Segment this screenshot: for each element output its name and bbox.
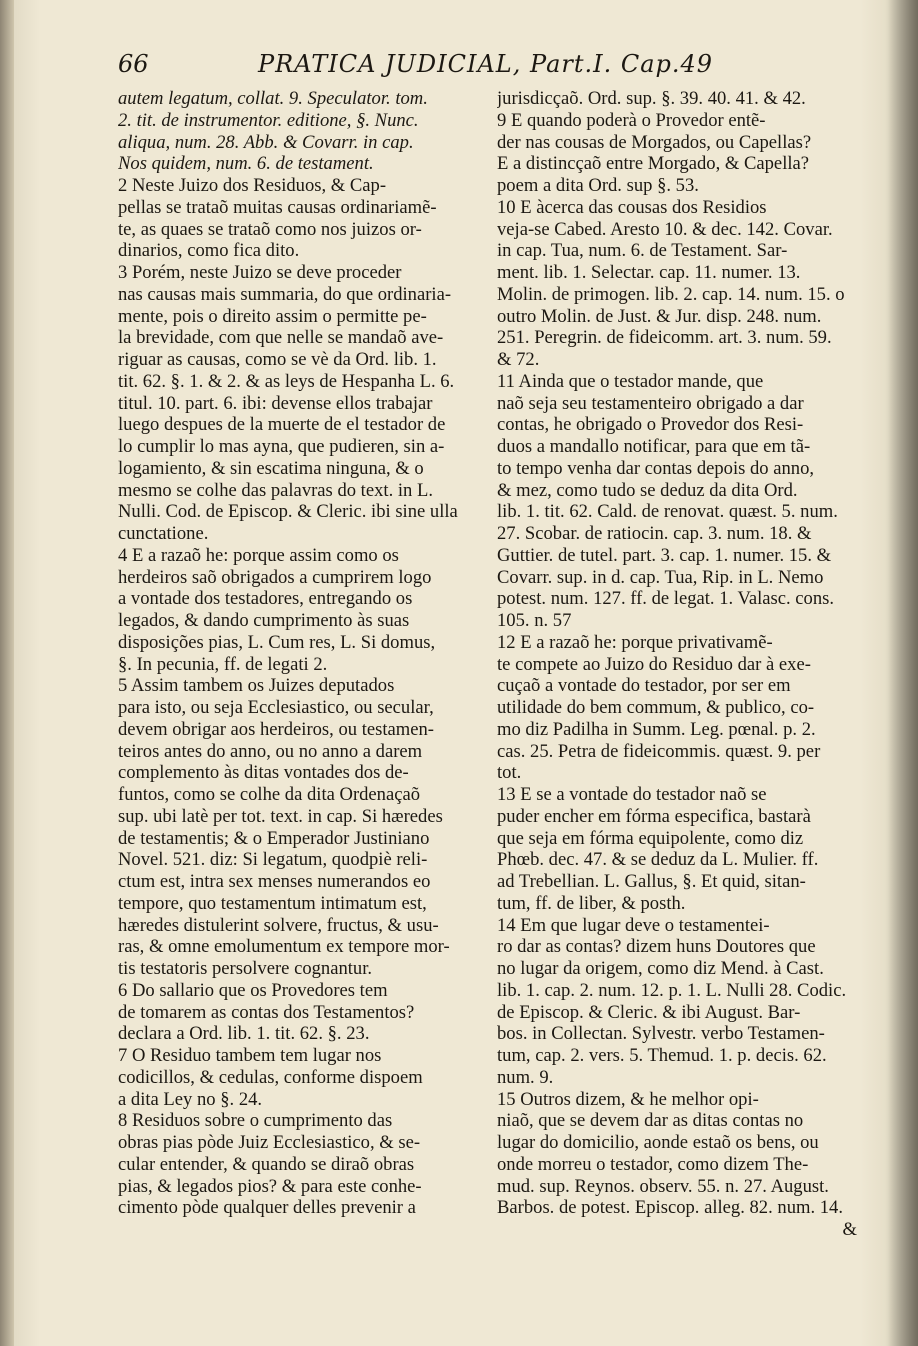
text-line: riguar as causas, como se vè da Ord. lib. 1. (118, 349, 437, 370)
paragraph (497, 784, 857, 915)
text-line: outro Molin. de Just. & Jur. disp. 248. num. (497, 305, 822, 327)
paragraph (497, 88, 857, 110)
text-line: disposições pias, L. Cum res, L. Si domus, (118, 631, 436, 653)
text-line: legados, & dando cumprimento às suas (118, 610, 410, 631)
text-line: sup. ubi latè per tot. text. in cap. Si hæredes (118, 805, 443, 827)
text-line: 2 Neste Juizo dos Residuos, & Cap- (118, 175, 387, 196)
text-line: 15 Outros dizem, & he melhor opi- (497, 1088, 759, 1110)
text-line: lo cumplir lo mas ayna, que pudieren, sin a- (118, 436, 445, 457)
text-line: poem a dita Ord. sup §. 53. (497, 175, 699, 196)
text-line: 2. tit. de instrumentor. editione, §. Nunc. (118, 109, 419, 131)
text-line: no lugar da origem, como diz Mend. à Cast. (497, 958, 824, 979)
text-line: cas. 25. Petra de fideicommis. quæst. 9. per (497, 740, 821, 762)
text-line: nas causas mais summaria, do que ordinaria- (118, 283, 452, 305)
book-spine-shadow (0, 0, 14, 1346)
text-line: duos a mandallo notificar, para que em tã- (497, 436, 811, 457)
text-line: num. 9. (497, 1066, 554, 1088)
text-line: lib. 1. cap. 2. num. 12. p. 1. L. Nulli 28. Codic. (497, 979, 847, 1001)
text-line: cular entender, & quando se diraõ obras (118, 1153, 415, 1175)
text-line: aliqua, num. 28. Abb. & Covarr. in cap. (118, 131, 414, 153)
text-line: 5 Assim tambem os Juizes deputados (118, 675, 395, 697)
text-line: E a distincçaõ entre Morgado, & Capella? (497, 153, 810, 175)
text-line: Phœb. dec. 47. & se deduz da L. Mulier. ff. (497, 849, 819, 871)
paragraph (118, 1110, 478, 1219)
text-line: niaõ, que se devem dar as ditas contas no (497, 1110, 804, 1132)
text-line: 14 Em que lugar deve o testamentei- (497, 914, 770, 936)
text-line: 6 Do sallario que os Provedores tem (118, 979, 388, 1001)
text-line: autem legatum, collat. 9. Speculator. tom. (118, 88, 428, 109)
text-line: de tomarem as contas dos Testamentos? (118, 1001, 415, 1023)
text-line: mente, pois o direito assim o permitte pe- (118, 305, 427, 327)
page-edge-shadow (888, 0, 918, 1346)
text-line: 27. Scobar. de ratiocin. cap. 3. num. 18. & (497, 523, 812, 544)
text-line: complemento às ditas vontades dos de- (118, 762, 409, 784)
text-line: pellas se trataõ muitas causas ordinariamẽ- (118, 196, 437, 218)
text-line: ment. lib. 1. Selectar. cap. 11. numer. 13. (497, 262, 801, 283)
text-line: devem obrigar aos herdeiros, ou testamen- (118, 718, 434, 740)
paragraph (118, 980, 478, 1045)
text-line: der nas cousas de Morgados, ou Capellas? (497, 131, 812, 153)
text-line: ras, & omne emolumentum ex tempore mor- (118, 936, 450, 958)
text-line: 3 Porém, neste Juizo se deve proceder (118, 262, 402, 283)
left-text-column (118, 88, 478, 1219)
paragraph (118, 262, 478, 545)
paragraph (497, 197, 857, 371)
text-line: tis testatoris persolvere cognantur. (118, 958, 373, 979)
paragraph (118, 1045, 478, 1110)
page-number: 66 (118, 50, 149, 78)
text-line: & 72. (497, 349, 540, 370)
text-line: 11 Ainda que o testador mande, que (497, 370, 764, 392)
text-line: 9 E quando poderà o Provedor entẽ- (497, 109, 766, 131)
text-line: codicillos, & cedulas, conforme dispoem (118, 1066, 423, 1088)
text-line: titul. 10. part. 6. ibi: devense ellos trabajar (118, 392, 433, 414)
text-line: lugar do domicilio, aonde estaõ os bens, ou (497, 1132, 819, 1153)
text-line: 4 E a razaõ he: porque assim como os (118, 544, 399, 566)
paragraph (118, 675, 478, 980)
text-line: puder encher em fórma especifica, bastarà (497, 805, 811, 827)
text-line: ctum est, intra sex menses numerandos eo (118, 871, 431, 892)
text-line: contas, he obrigado o Provedor dos Resi- (497, 414, 804, 436)
running-head: PRATICA JUDICIAL, Part.I. Cap.49 (258, 50, 714, 78)
text-line: a dita Ley no §. 24. (118, 1088, 263, 1110)
text-line: tum, ff. de liber, & posth. (497, 892, 686, 914)
text-line: hæredes distulerint solvere, fructus, & usu- (118, 914, 439, 936)
text-line: mo diz Padilha in Summ. Leg. pœnal. p. 2. (497, 718, 816, 740)
text-line: 7 O Residuo tambem tem lugar nos (118, 1045, 382, 1066)
text-line: utilidade do bem commum, & publico, co- (497, 697, 815, 718)
text-line: & mez, como tudo se deduz da dita Ord. (497, 479, 798, 501)
text-line: pias, & legados pios? & para este conhe- (118, 1175, 422, 1197)
text-line: te, as quaes se trataõ como nos juizos or- (118, 218, 422, 240)
text-line: lib. 1. tit. 62. Cald. de renovat. quæst. 5. num. (497, 501, 838, 523)
text-line: a vontade dos testadores, entregando os (118, 588, 413, 610)
text-line: ro dar as contas? dizem huns Doutores que (497, 936, 816, 958)
text-line: funtos, como se colhe da dita Ordenaçaõ (118, 784, 421, 805)
text-line: declara a Ord. lib. 1. tit. 62. §. 23. (118, 1023, 370, 1045)
text-line: 10 E àcerca das cousas dos Residios (497, 196, 767, 218)
text-line: Nulli. Cod. de Episcop. & Cleric. ibi sine ulla (118, 501, 458, 523)
text-line: dinarios, como fica dito. (118, 240, 300, 262)
text-line: obras pias pòde Juiz Ecclesiastico, & se- (118, 1132, 421, 1153)
paragraph (497, 915, 857, 1089)
paragraph (497, 632, 857, 784)
text-line: veja-se Cabed. Aresto 10. & dec. 142. Covar. (497, 218, 833, 240)
text-line: tot. (497, 762, 522, 784)
text-line: Covarr. sup. in d. cap. Tua, Rip. in L. Nemo (497, 566, 824, 588)
text-line: la brevidade, com que nelle se mandaõ ave- (118, 327, 444, 349)
paragraph (497, 1089, 857, 1220)
text-line: to tempo venha dar contas depois do anno, (497, 457, 815, 479)
right-text-column (497, 88, 857, 1241)
catchword: & (842, 1219, 857, 1240)
paragraph (118, 545, 478, 676)
text-line: herdeiros saõ obrigados a cumprirem logo (118, 566, 432, 588)
text-line: Molin. de primogen. lib. 2. cap. 14. num. 15. o (497, 283, 845, 305)
text-line: logamiento, & sin escatima ninguna, & o (118, 457, 424, 479)
text-line: 105. n. 57 (497, 610, 572, 631)
paragraph (497, 110, 857, 197)
text-line: que seja em fórma equipolente, como diz (497, 827, 804, 849)
text-line: 251. Peregrin. de fideicomm. art. 3. num. 59. (497, 327, 832, 349)
paragraph (118, 88, 478, 175)
text-line: te compete ao Juizo do Residuo dar à exe- (497, 653, 811, 675)
text-line: cuçaõ a vontade do testador, por ser em (497, 675, 791, 697)
text-line: potest. num. 127. ff. de legat. 1. Valasc. cons. (497, 588, 835, 610)
text-line: cimento pòde qualquer delles prevenir a (118, 1197, 416, 1219)
text-line: Nos quidem, num. 6. de testament. (118, 153, 374, 175)
text-line: bos. in Collectan. Sylvestr. verbo Testamen- (497, 1023, 825, 1045)
text-line: in cap. Tua, num. 6. de Testament. Sar- (497, 240, 788, 262)
text-line: 13 E se a vontade do testador naõ se (497, 784, 767, 805)
page-header (118, 50, 878, 90)
text-line: onde morreu o testador, como dizem The- (497, 1153, 809, 1175)
text-line: 8 Residuos sobre o cumprimento das (118, 1110, 393, 1132)
text-line: naõ seja seu testamenteiro obrigado a dar (497, 392, 804, 414)
text-line: mesmo se colhe das palavras do text. in L. (118, 479, 433, 501)
text-line: §. In pecunia, ff. de legati 2. (118, 653, 328, 675)
text-line: tit. 62. §. 1. & 2. & as leys de Hespanha L. 6. (118, 370, 455, 392)
paragraph (118, 175, 478, 262)
text-line: tum, cap. 2. vers. 5. Themud. 1. p. decis. 62. (497, 1045, 827, 1066)
text-line: de Episcop. & Cleric. & ibi August. Bar- (497, 1001, 801, 1023)
text-line: Novel. 521. diz: Si legatum, quodpiè reli- (118, 849, 428, 871)
text-line: jurisdicçaõ. Ord. sup. §. 39. 40. 41. & 42. (497, 88, 806, 109)
text-line: Guttier. de tutel. part. 3. cap. 1. numer. 15. & (497, 544, 832, 566)
text-line: luego despues de la muerte de el testador de (118, 414, 446, 436)
text-line: cunctatione. (118, 523, 209, 544)
text-line: Barbos. de potest. Episcop. alleg. 82. num. 14. (497, 1197, 843, 1219)
paragraph (497, 371, 857, 632)
text-line: tempore, quo testamentum intimatum est, (118, 892, 427, 914)
text-line: de testamentis; & o Emperador Justiniano (118, 827, 430, 849)
text-line: ad Trebellian. L. Gallus, §. Et quid, sitan- (497, 871, 806, 892)
text-line: mud. sup. Reynos. observ. 55. n. 27. August. (497, 1175, 829, 1197)
text-line: para isto, ou seja Ecclesiastico, ou secular, (118, 697, 434, 718)
text-line: 12 E a razaõ he: porque privativamẽ- (497, 631, 773, 653)
text-line: teiros antes do anno, ou no anno a darem (118, 740, 423, 762)
